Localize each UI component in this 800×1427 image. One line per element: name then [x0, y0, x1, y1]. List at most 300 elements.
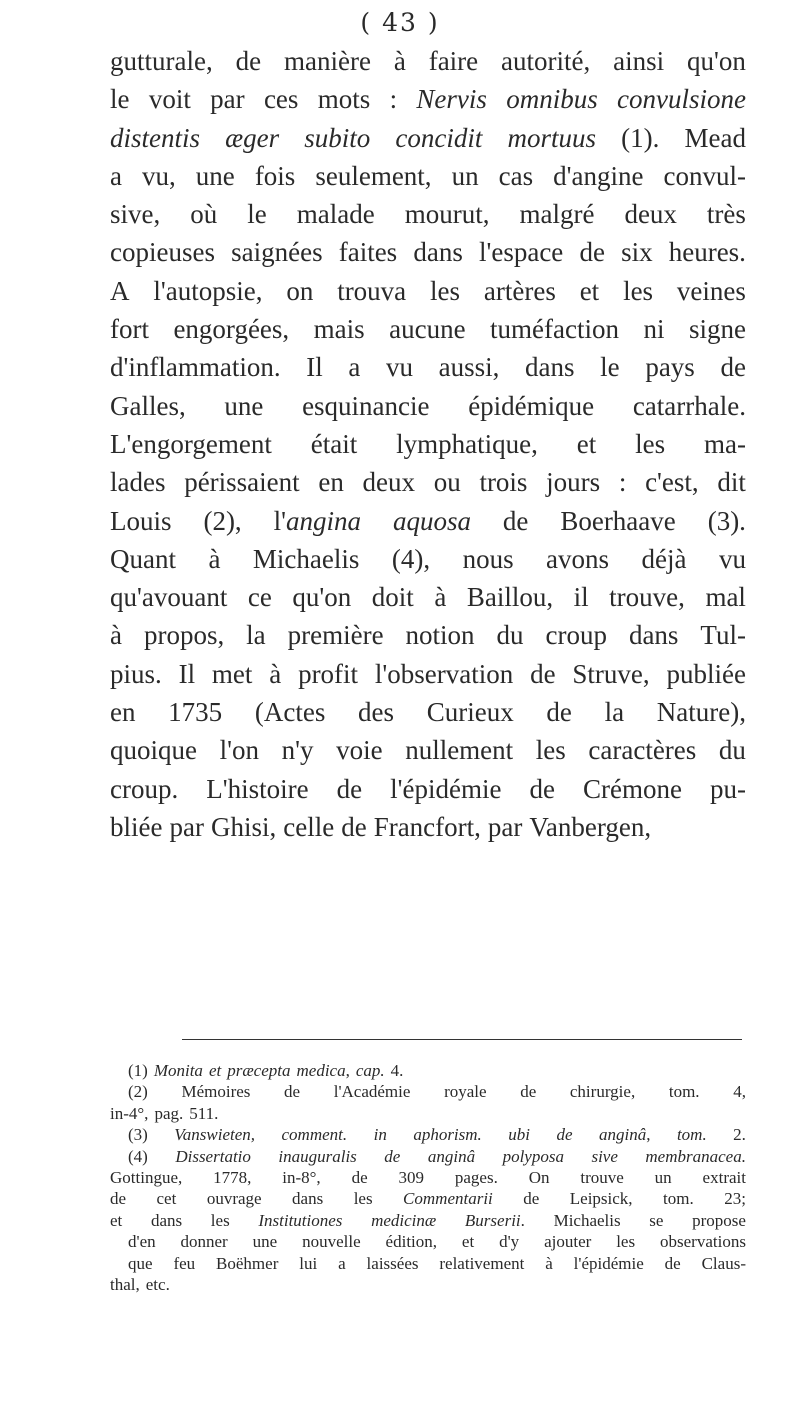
- token: [643, 310, 664, 348]
- word: celle: [283, 811, 335, 842]
- token: [151, 1210, 182, 1231]
- italic-word: aquosa: [392, 505, 471, 536]
- word: (Actes: [254, 697, 326, 728]
- token: [175, 1146, 251, 1167]
- word: l'espace: [478, 237, 564, 268]
- token: [110, 540, 176, 578]
- token: [717, 463, 746, 501]
- token: [574, 1253, 644, 1274]
- token: [390, 80, 398, 118]
- token: [341, 808, 366, 846]
- token: [724, 1188, 746, 1209]
- token: [645, 348, 695, 386]
- word: les: [635, 428, 666, 459]
- word: 1778,: [213, 1167, 252, 1187]
- token: [583, 770, 682, 808]
- word: malgré: [519, 199, 595, 230]
- token: [398, 1167, 424, 1188]
- word: à: [545, 1253, 553, 1273]
- word: du: [718, 735, 746, 766]
- word: propos,: [143, 620, 225, 651]
- italic-word: Commentarii: [403, 1189, 493, 1209]
- token: [613, 42, 664, 80]
- word: L'engorgement: [110, 428, 272, 459]
- token: [110, 80, 130, 118]
- body-line: [110, 195, 746, 233]
- token: [719, 540, 746, 578]
- token: [173, 1253, 195, 1274]
- word: voie: [336, 735, 383, 766]
- word: pays: [645, 352, 695, 383]
- word: déjà: [641, 543, 687, 574]
- word: :: [389, 84, 398, 115]
- body-line: [110, 425, 746, 463]
- word: de: [523, 1189, 540, 1209]
- token: [246, 616, 266, 654]
- word: d'inflammation.: [110, 352, 281, 383]
- token: [577, 425, 597, 463]
- word: l'épidémie: [390, 773, 502, 804]
- word: était: [310, 428, 358, 459]
- word: dans: [413, 237, 463, 268]
- word: par: [487, 811, 523, 842]
- word: dans: [628, 620, 679, 651]
- word: publiée: [666, 658, 746, 689]
- token: [704, 425, 746, 463]
- token: [705, 578, 746, 616]
- token: [700, 616, 746, 654]
- word: laissées: [366, 1253, 419, 1273]
- token: [196, 157, 235, 195]
- word: caractères: [588, 735, 697, 766]
- word: Struve,: [572, 658, 650, 689]
- token: [621, 233, 653, 271]
- token: [720, 348, 745, 386]
- token: [154, 1103, 183, 1124]
- token: [253, 1231, 278, 1252]
- word: croup: [545, 620, 607, 651]
- token: [623, 272, 653, 310]
- token: [206, 770, 308, 808]
- word: faire: [428, 46, 479, 76]
- token: [660, 1231, 746, 1252]
- token: [302, 387, 429, 425]
- word: à: [110, 620, 122, 651]
- word: ma-: [704, 428, 746, 459]
- token: [110, 502, 172, 540]
- word: faites: [338, 237, 398, 268]
- word: (4): [128, 1146, 148, 1166]
- word: lades: [110, 467, 166, 498]
- word: (3).: [707, 505, 746, 536]
- token: [391, 1060, 404, 1081]
- word: et: [110, 1210, 123, 1230]
- italic-word: angina: [286, 505, 362, 536]
- word: A: [110, 275, 130, 306]
- word: vu,: [142, 160, 176, 191]
- word: royale: [444, 1082, 487, 1102]
- token: [570, 1081, 635, 1102]
- token: [157, 1188, 177, 1209]
- token: [189, 1103, 218, 1124]
- page-number: ( 43 ): [360, 8, 440, 37]
- word: et: [461, 1232, 475, 1252]
- word: d'en: [128, 1232, 156, 1252]
- italic-word: polyposa: [502, 1146, 564, 1166]
- word: mais: [313, 314, 365, 345]
- token: [396, 425, 538, 463]
- token: [247, 195, 267, 233]
- token: [110, 693, 135, 731]
- word: tom.: [663, 1189, 694, 1209]
- word: des: [358, 697, 395, 728]
- token: [465, 1210, 525, 1231]
- token: [224, 387, 263, 425]
- italic-word: præcepta: [227, 1061, 291, 1080]
- word: Mead: [684, 122, 746, 153]
- word: l'Académie: [333, 1082, 411, 1102]
- token: [452, 157, 479, 195]
- word: épidémique: [468, 390, 595, 421]
- word: on: [286, 275, 314, 306]
- token: [629, 616, 679, 654]
- word: de: [546, 697, 572, 728]
- token: [253, 540, 359, 578]
- token: [692, 1210, 746, 1231]
- word: de: [351, 1167, 368, 1187]
- word: c'est,: [645, 467, 699, 498]
- token: [405, 195, 490, 233]
- body-text: [110, 42, 746, 846]
- word: de: [530, 658, 556, 689]
- token: [580, 272, 600, 310]
- word: (1).: [621, 122, 660, 153]
- token: [110, 195, 160, 233]
- word: 4.: [390, 1061, 404, 1080]
- footnote-line: [110, 1188, 746, 1209]
- word: copieuses: [110, 237, 215, 268]
- token: [529, 770, 554, 808]
- token: [297, 195, 375, 233]
- token: [439, 1253, 524, 1274]
- italic-word: inauguralis: [278, 1146, 357, 1166]
- token: [110, 157, 122, 195]
- token: [258, 1210, 342, 1231]
- italic-word: de: [384, 1146, 401, 1166]
- word: Tul-: [700, 620, 746, 651]
- token: [299, 1253, 317, 1274]
- token: [110, 1103, 148, 1124]
- token: [645, 463, 699, 501]
- token: [685, 119, 746, 157]
- word: Ghisi,: [210, 811, 277, 842]
- word: gutturale,: [110, 46, 213, 76]
- word: le: [110, 84, 130, 115]
- word: ainsi: [613, 46, 665, 76]
- word: in-4°,: [110, 1103, 149, 1123]
- token: [434, 463, 461, 501]
- token: [110, 731, 197, 769]
- token: [311, 425, 357, 463]
- word: Michaelis: [553, 1210, 621, 1230]
- word: Mémoires: [181, 1082, 251, 1102]
- word: le: [600, 352, 620, 383]
- word: nous: [462, 543, 514, 574]
- word: mots: [317, 84, 371, 115]
- body-line: [110, 233, 746, 271]
- word: un: [451, 160, 479, 191]
- italic-word: in: [373, 1125, 387, 1145]
- token: [657, 693, 746, 731]
- token: [645, 1146, 746, 1167]
- token: [314, 310, 365, 348]
- token: [128, 1231, 156, 1252]
- token: [633, 387, 746, 425]
- italic-word: Monita: [153, 1061, 203, 1080]
- token: [110, 463, 165, 501]
- footnote-line: [110, 1060, 746, 1081]
- word: 511.: [189, 1103, 219, 1123]
- word: :: [618, 467, 627, 498]
- word: de: [502, 505, 529, 536]
- token: [429, 42, 478, 80]
- word: chirurgie,: [569, 1082, 636, 1102]
- body-line: [110, 502, 746, 540]
- token: [430, 272, 460, 310]
- token: [282, 1167, 320, 1188]
- token: [174, 1124, 255, 1145]
- italic-word: comment.: [281, 1125, 348, 1145]
- token: [144, 616, 224, 654]
- token: [358, 693, 394, 731]
- word: in-8°,: [282, 1167, 321, 1187]
- token: [110, 272, 130, 310]
- word: de: [341, 811, 367, 842]
- token: [556, 1124, 572, 1145]
- token: [339, 233, 397, 271]
- token: [405, 731, 513, 769]
- word: dans: [292, 1189, 324, 1209]
- word: Baillou,: [466, 582, 554, 613]
- word: (2): [128, 1082, 148, 1102]
- word: trouva: [337, 275, 407, 306]
- word: n'y: [281, 735, 314, 766]
- token: [213, 1167, 251, 1188]
- word: propose: [692, 1210, 746, 1230]
- token: [642, 540, 687, 578]
- token: [707, 195, 746, 233]
- token: [546, 540, 609, 578]
- token: [336, 731, 383, 769]
- footnote-line: [110, 1124, 746, 1145]
- word: périssaient: [184, 467, 300, 498]
- word: ce: [247, 582, 272, 613]
- italic-word: aphorism.: [413, 1125, 482, 1145]
- word: jours: [546, 467, 601, 498]
- token: [689, 310, 746, 348]
- word: dans: [525, 352, 575, 383]
- token: [554, 1210, 621, 1231]
- token: [666, 655, 745, 693]
- word: relativement: [439, 1253, 525, 1273]
- word: mal: [705, 582, 746, 613]
- token: [110, 770, 178, 808]
- token: [501, 42, 590, 80]
- token: [479, 463, 527, 501]
- footnote-line: [110, 1081, 746, 1102]
- word: pu-: [709, 773, 746, 804]
- word: la: [604, 697, 625, 728]
- token: [110, 310, 149, 348]
- token: [523, 1188, 539, 1209]
- word: deux: [362, 467, 416, 498]
- italic-word: Dissertatio: [175, 1146, 251, 1166]
- body-line: [110, 310, 746, 348]
- word: a: [348, 352, 361, 383]
- token: [733, 1081, 746, 1102]
- token: [154, 1060, 203, 1081]
- token: [110, 578, 227, 616]
- word: l'observation: [374, 658, 514, 689]
- word: Quant: [110, 543, 176, 574]
- word: profit: [298, 658, 359, 689]
- body-line: [110, 731, 746, 769]
- word: par: [210, 84, 245, 115]
- word: avons: [546, 543, 610, 574]
- word: trouve: [580, 1167, 624, 1187]
- word: les: [430, 275, 461, 306]
- token: [110, 1167, 182, 1188]
- word: ,: [345, 1061, 350, 1080]
- word: catarrhale.: [632, 390, 746, 421]
- token: [297, 1060, 350, 1081]
- word: trouve,: [609, 582, 685, 613]
- token: [677, 1124, 707, 1145]
- word: pag.: [154, 1103, 184, 1123]
- word: les: [210, 1210, 230, 1230]
- italic-word: sive: [591, 1146, 618, 1166]
- word: tom.: [668, 1082, 700, 1102]
- word: tuméfaction: [490, 314, 619, 345]
- token: [374, 808, 481, 846]
- token: [348, 348, 360, 386]
- token: [669, 233, 746, 271]
- token: [439, 348, 500, 386]
- token: [209, 1060, 221, 1081]
- word: cet: [156, 1189, 177, 1209]
- word: autorité,: [501, 46, 591, 76]
- token: [546, 693, 571, 731]
- token: [274, 502, 361, 540]
- token: [669, 1081, 700, 1102]
- token: [386, 348, 413, 386]
- token: [390, 770, 501, 808]
- token: [488, 808, 522, 846]
- word: ces: [263, 84, 299, 115]
- footnote-line: [110, 1146, 746, 1167]
- token: [146, 1274, 170, 1295]
- italic-word: medicinæ: [371, 1210, 437, 1230]
- body-line: [110, 616, 746, 654]
- word: ni: [643, 314, 665, 345]
- word: que: [128, 1253, 153, 1273]
- body-line: [110, 655, 746, 693]
- token: [462, 1231, 474, 1252]
- word: une: [252, 1232, 278, 1252]
- token: [506, 80, 598, 118]
- token: [403, 1188, 493, 1209]
- body-line: [110, 808, 746, 846]
- word: (4),: [391, 543, 431, 574]
- footnote-line: [110, 1253, 746, 1274]
- token: [389, 310, 465, 348]
- body-line: [110, 463, 746, 501]
- word: 309: [398, 1167, 424, 1187]
- word: Nature),: [656, 697, 746, 728]
- word: Francfort,: [373, 811, 481, 842]
- word: nullement: [405, 735, 514, 766]
- word: d'y: [499, 1232, 520, 1252]
- token: [413, 233, 463, 271]
- token: [298, 655, 358, 693]
- word: à: [434, 582, 447, 613]
- word: vu: [386, 352, 413, 383]
- token: [733, 1124, 746, 1145]
- token: [393, 502, 471, 540]
- token: [367, 1253, 419, 1274]
- word: bliée: [110, 811, 163, 842]
- token: [649, 1210, 663, 1231]
- italic-word: Institutiones: [258, 1210, 343, 1230]
- word: etc.: [145, 1274, 170, 1294]
- token: [338, 1253, 346, 1274]
- token: [110, 616, 122, 654]
- body-line: [110, 119, 746, 157]
- token: [337, 272, 406, 310]
- token: [142, 157, 176, 195]
- word: l'on: [219, 735, 259, 766]
- word: sive,: [110, 199, 161, 230]
- token: [635, 425, 665, 463]
- word: Louis: [110, 505, 172, 536]
- token: [600, 348, 620, 386]
- token: [497, 616, 524, 654]
- word: de: [529, 773, 555, 804]
- token: [591, 1146, 617, 1167]
- word: Michaelis: [252, 543, 360, 574]
- footnote-line: [110, 1103, 746, 1124]
- word: doit: [371, 582, 414, 613]
- token: [479, 233, 563, 271]
- word: On: [528, 1167, 550, 1187]
- word: à: [269, 658, 282, 689]
- italic-word: subito: [304, 122, 371, 153]
- token: [580, 1167, 623, 1188]
- word: de: [720, 352, 746, 383]
- italic-word: tom.: [676, 1125, 707, 1145]
- word: convul-: [663, 160, 746, 191]
- token: [572, 655, 649, 693]
- word: saignées: [231, 237, 323, 268]
- word: lymphatique,: [396, 428, 538, 459]
- token: [169, 808, 203, 846]
- word: pages.: [454, 1167, 498, 1187]
- word: Gottingue,: [110, 1167, 183, 1187]
- word: de: [235, 46, 262, 76]
- word: vu: [718, 543, 746, 574]
- token: [665, 1253, 681, 1274]
- token: [315, 157, 431, 195]
